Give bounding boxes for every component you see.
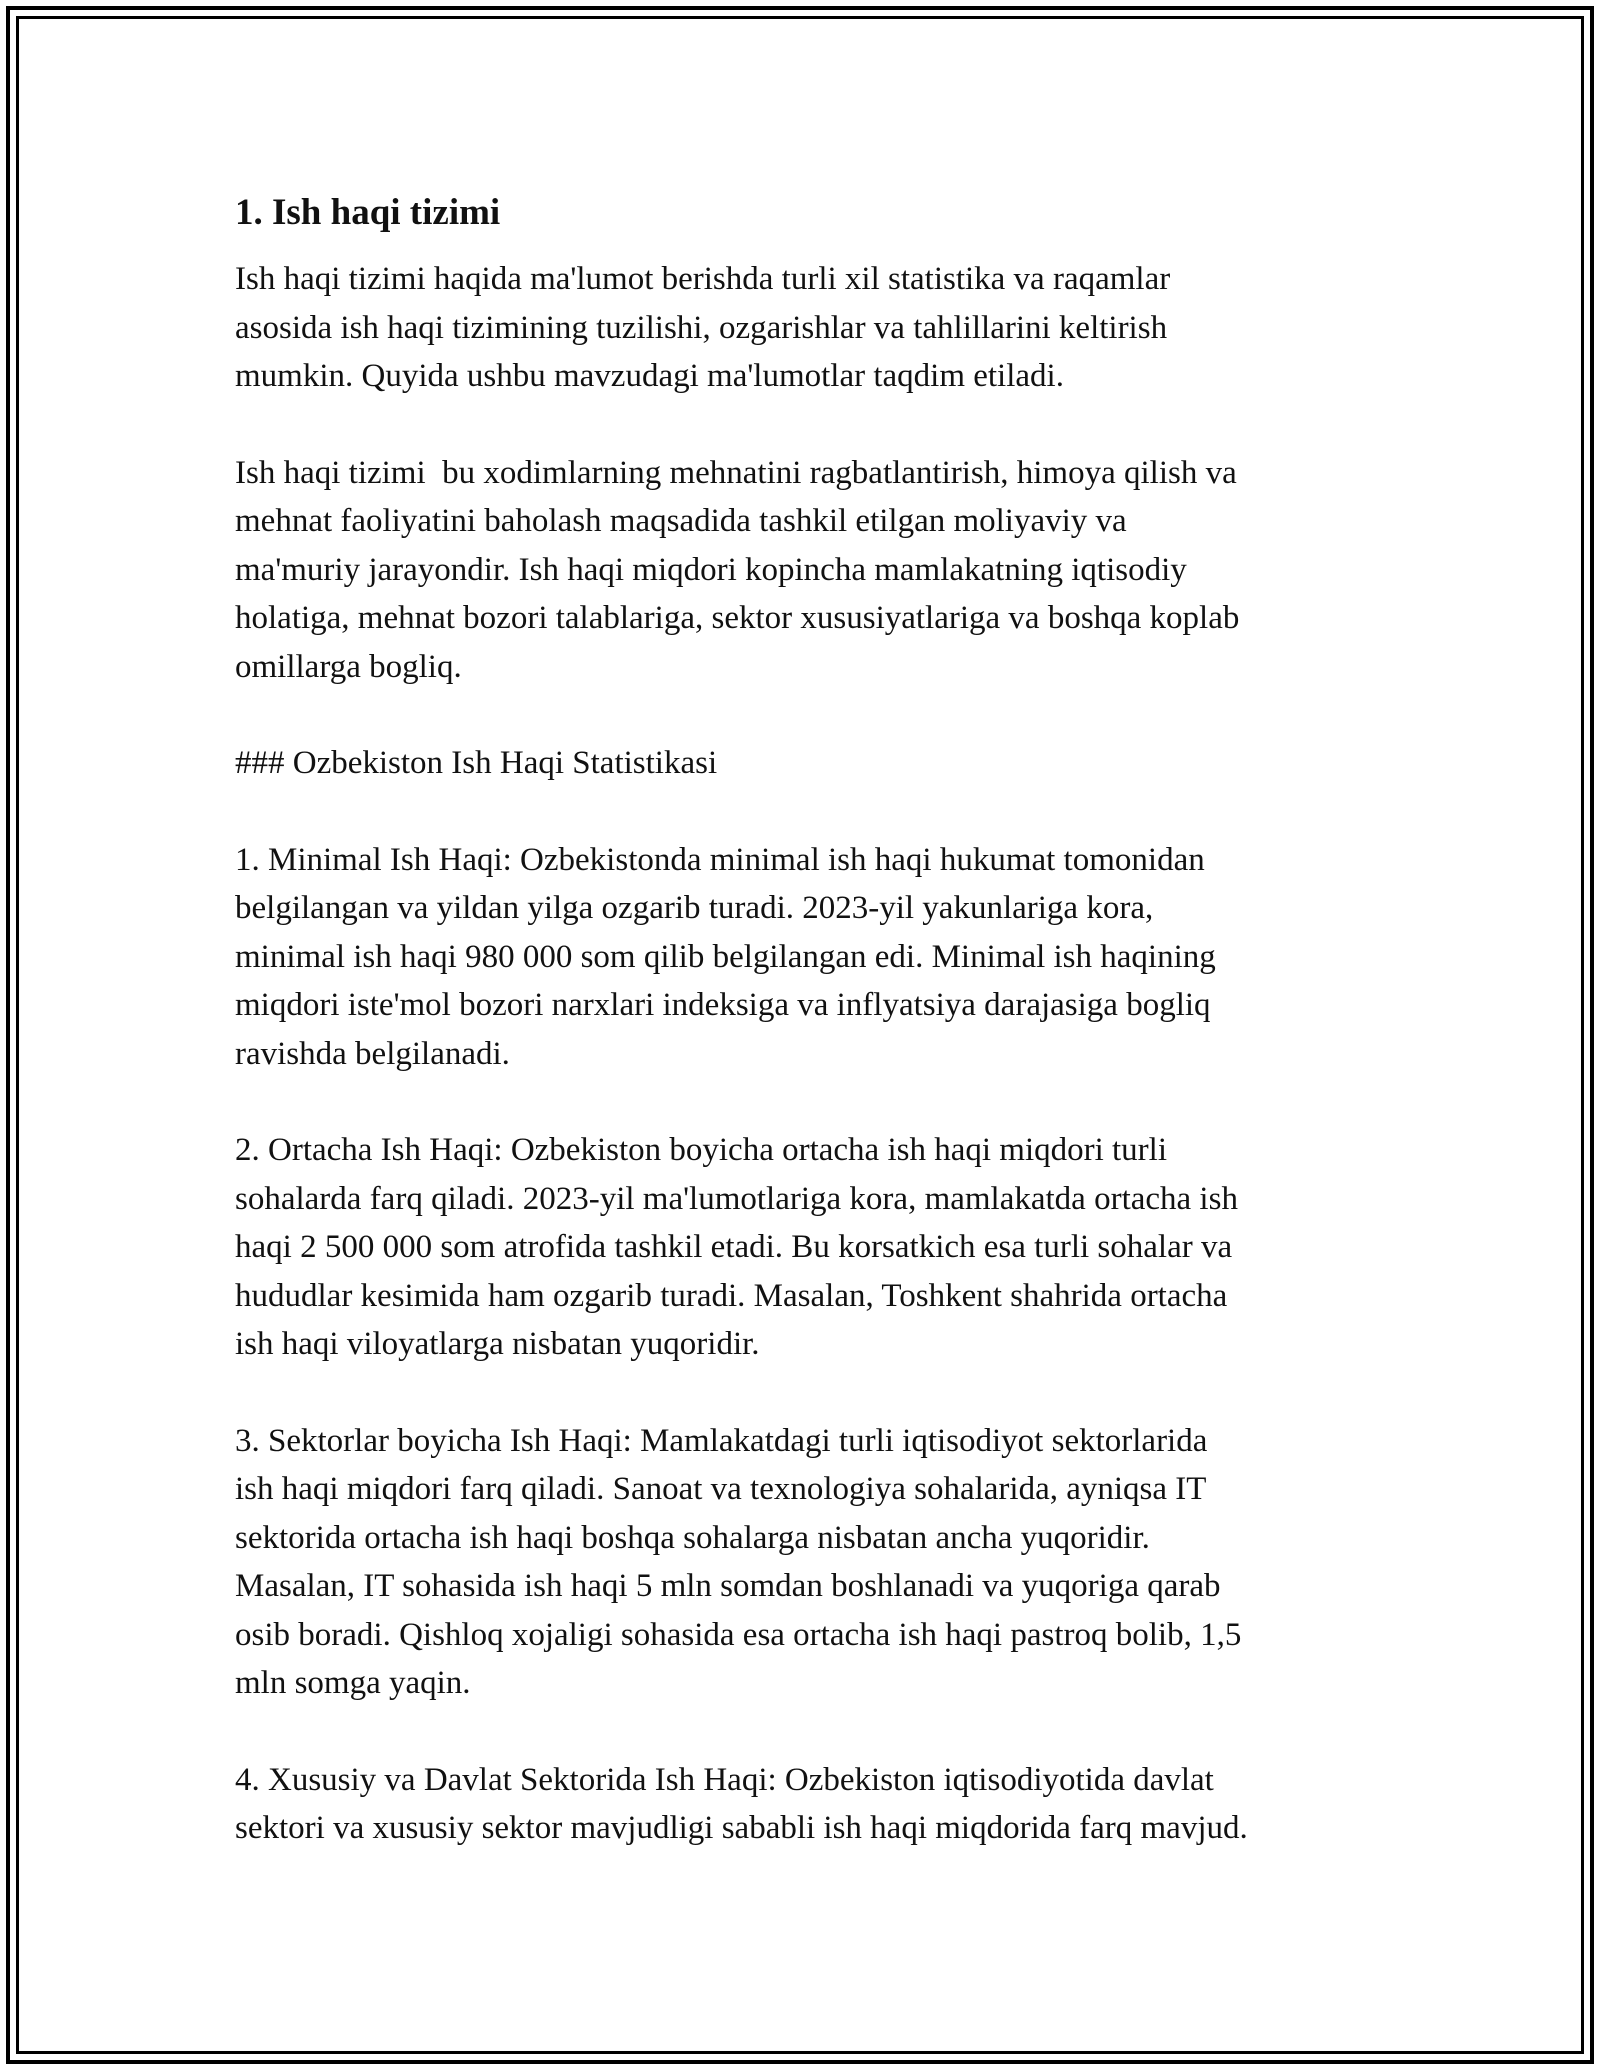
document-title: 1. Ish haqi tizimi xyxy=(235,192,501,233)
paragraph-line: sektorida ortacha ish haqi boshqa sohalarga nisbatan ancha yuqoridir. xyxy=(235,1519,1150,1556)
paragraph-line: osib boradi. Qishloq xojaligi sohasida esa ortacha ish haqi pastroq bolib, 1,5 xyxy=(235,1616,1242,1653)
paragraph-line: ish haqi miqdori farq qiladi. Sanoat va texnologiya sohalarida, ayniqsa IT xyxy=(235,1471,1207,1507)
paragraph xyxy=(235,1756,1395,1853)
document-body xyxy=(235,188,1395,1901)
paragraph-line: 1. Minimal Ish Haqi: Ozbekistonda minimal ish haqi hukumat tomonidan xyxy=(235,841,1205,878)
paragraph-line: 2. Ortacha Ish Haqi: Ozbekiston boyicha ortacha ish haqi miqdori turli xyxy=(235,1132,1168,1168)
paragraph-line: omillarga bogliq. xyxy=(235,648,462,685)
paragraph-line: asosida ish haqi tizimining tuzilishi, ozgarishlar va tahlillarini keltirish xyxy=(235,309,1168,346)
paragraph-line: ish haqi viloyatlarga nisbatan yuqoridir. xyxy=(235,1326,760,1362)
paragraph xyxy=(235,449,1395,692)
paragraph-line: Masalan, IT sohasida ish haqi 5 mln somdan boshlanadi va yuqoriga qarab xyxy=(235,1568,1221,1604)
paragraph-line: 3. Sektorlar boyicha Ish Haqi: Mamlakatdagi turli iqtisodiyot sektorlarida xyxy=(235,1422,1208,1459)
paragraph-line: Ish haqi tizimi bu xodimlarning mehnatini ragbatlantirish, himoya qilish va xyxy=(235,454,1237,491)
paragraph xyxy=(235,1417,1395,1708)
paragraph xyxy=(235,739,1395,788)
paragraph-line: sektori va xususiy sektor mavjudligi sababli ish haqi miqdorida farq mavjud. xyxy=(235,1810,1248,1846)
paragraph-line: ravishda belgilanadi. xyxy=(235,1035,510,1072)
paragraph-line: hududlar kesimida ham ozgarib turadi. Masalan, Toshkent shahrida ortacha xyxy=(235,1277,1228,1314)
paragraph xyxy=(235,255,1395,401)
paragraph-line: holatiga, mehnat bozori talablariga, sektor xususiyatlariga va boshqa koplab xyxy=(235,600,1240,636)
paragraph-line: sohalarda farq qiladi. 2023-yil ma'lumotlariga kora, mamlakatda ortacha ish xyxy=(235,1180,1238,1217)
paragraph xyxy=(235,836,1395,1079)
paragraph xyxy=(235,1126,1395,1369)
paragraph-line: minimal ish haqi 980 000 som qilib belgilangan edi. Minimal ish haqining xyxy=(235,938,1216,975)
paragraph-line: ### Ozbekiston Ish Haqi Statistikasi xyxy=(235,745,718,781)
paragraph-line: 4. Xususiy va Davlat Sektorida Ish Haqi: Ozbekiston iqtisodiyotida davlat xyxy=(235,1761,1214,1798)
paragraph-line: haqi 2 500 000 som atrofida tashkil etadi. Bu korsatkich esa turli sohalar va xyxy=(235,1229,1233,1265)
paragraph-line: mumkin. Quyida ushbu mavzudagi ma'lumotlar taqdim etiladi. xyxy=(235,358,1064,394)
paragraph-line: Ish haqi tizimi haqida ma'lumot berishda turli xil statistika va raqamlar xyxy=(235,261,1171,297)
paragraph-line: mln somga yaqin. xyxy=(235,1665,471,1701)
paragraph-line: belgilangan va yildan yilga ozgarib turadi. 2023-yil yakunlariga kora, xyxy=(235,890,1154,926)
paragraph-line: ma'muriy jarayondir. Ish haqi miqdori kopincha mamlakatning iqtisodiy xyxy=(235,551,1187,588)
paragraph-line: miqdori iste'mol bozori narxlari indeksiga va inflyatsiya darajasiga bogliq xyxy=(235,987,1211,1023)
paragraph-list xyxy=(235,255,1395,1853)
paragraph-line: mehnat faoliyatini baholash maqsadida tashkil etilgan moliyaviy va xyxy=(235,503,1127,539)
